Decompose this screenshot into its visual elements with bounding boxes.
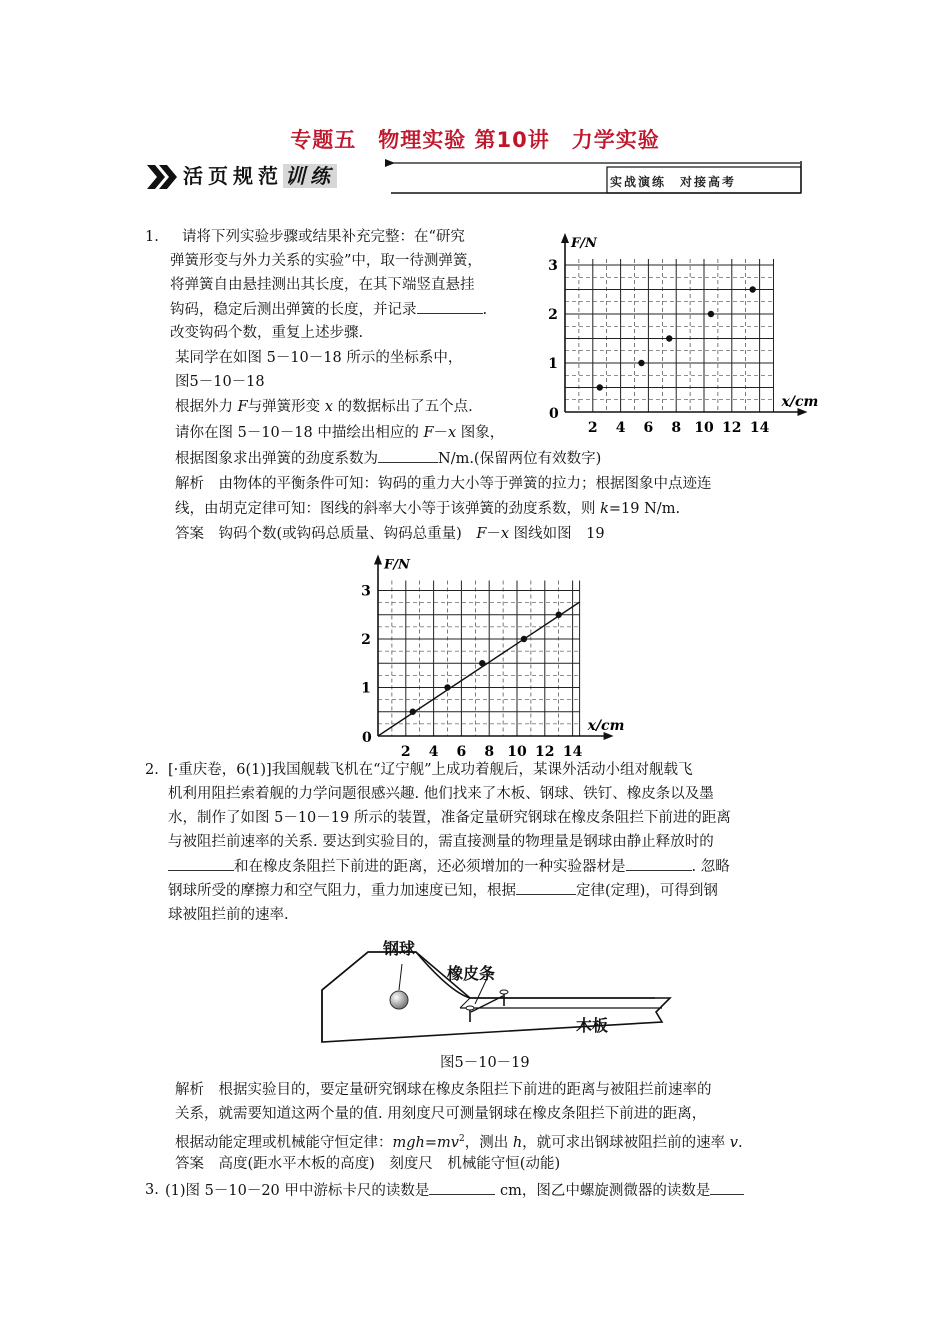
x-tick-label: 14 [749, 420, 770, 436]
q2-line6 [168, 880, 718, 902]
q2-answer [175, 1154, 560, 1175]
q1-analysis-2a: 线，由胡克定律可知：图线的斜率大小等于该弹簧的劲度系数，则 [175, 501, 601, 517]
q2-analysis-label: 解析 [175, 1082, 204, 1098]
q1-line9-x: x [448, 425, 457, 441]
q2-line2: 机利用阻拦索着舰的力学问题很感兴趣. 他们找来了木板、钢球、铁钉、橡皮条以及墨 [168, 786, 714, 802]
q1-answer [175, 524, 605, 545]
data-point [444, 684, 450, 690]
x-axis-label: x/cm [781, 394, 819, 410]
data-point [479, 660, 485, 666]
q1-line8-c: 与弹簧形变 [247, 399, 325, 415]
data-point [597, 384, 603, 390]
q1-line8-e: 的数据标出了五个点. [332, 399, 473, 415]
steel-ball-icon [390, 991, 408, 1009]
q2-line6-a: 钢球所受的摩擦力和空气阻力，重力加速度已知，根据 [168, 883, 516, 899]
banner-right-text: 实战演练 对接高考 [610, 175, 737, 189]
q3-blank-caliper[interactable] [429, 1180, 495, 1195]
y-axis-arrow-icon [561, 233, 569, 243]
q1-number: 1. [145, 229, 159, 245]
q2-analysis-2: 关系，就需要知道这两个量的值. 用刻度尺可测量钢球在橡皮条阻拦下前进的距离， [175, 1106, 707, 1122]
q2-var-v: v [729, 1134, 738, 1151]
q1-answer-e: 图线如图 19 [509, 526, 605, 542]
q1-analysis-2 [175, 499, 680, 520]
q3-line1-b: cm，图乙中螺旋测微器的读数是 [500, 1183, 711, 1199]
double-chevron-icon [147, 165, 177, 189]
q1-line9-a: 请你在图 5－10－18 中描绘出相应的 [175, 425, 424, 441]
q2-analysis-3a: 根据动能定理或机械能守恒定律： [175, 1134, 393, 1151]
ramp-board [322, 952, 670, 1042]
data-point [638, 360, 644, 366]
q1-line8-a: 根据外力 [175, 399, 238, 415]
y-tick-label: 2 [548, 307, 558, 323]
q1-line4-text: 钩码，稳定后测出弹簧的长度，并记录 [170, 302, 417, 318]
q2-line5-b: . 忽略 [691, 859, 730, 875]
q1-line10-a: 根据图象求出弹簧的劲度系数为 [175, 451, 378, 467]
chart-f-x-points [530, 228, 819, 446]
q1-line6: 某同学在如图 5－10－18 所示的坐标系中， [175, 350, 463, 366]
q1-line1: 请将下列实验步骤或结果补充完整：在“研究 [182, 229, 465, 245]
q1-answer-F: F [476, 526, 487, 542]
ramp-figure [310, 930, 670, 1050]
q2-analysis-3h: ，就可求出钢球被阻拦前的速率 [522, 1134, 730, 1151]
data-point [410, 709, 416, 715]
q2-analysis-text1: 根据实验目的，要定量研究钢球在橡皮条阻拦下前进的距离与被阻拦前速率的 [218, 1082, 712, 1098]
q2-line3: 水，制作了如图 5－10－19 所示的装置，准备定量研究钢球在橡皮条阻拦下前进的距离 [168, 810, 731, 826]
q3-blank-micrometer[interactable] [710, 1180, 744, 1195]
q2-line4: 与被阻拦前速率的关系. 要达到实验目的，需直接测量的物理量是钢球由静止释放时的 [168, 834, 714, 850]
x-tick-label: 6 [456, 744, 467, 760]
q2-line7: 球被阻拦前的速率. [168, 907, 289, 923]
data-point [708, 311, 714, 317]
q2-line5 [168, 856, 730, 878]
q2-formula-eq: = [424, 1134, 438, 1151]
x-tick-label: 8 [671, 420, 682, 436]
q1-var-F: F [237, 399, 248, 415]
q1-line3: 将弹簧自由悬挂测出其长度，在其下端竖直悬挂 [170, 277, 475, 293]
q2-line5-a: 和在橡皮条阻拦下前进的距离，还必须增加的一种实验器材是 [234, 859, 626, 875]
q2-blank-law[interactable] [516, 880, 576, 895]
x-tick-label: 4 [615, 420, 626, 436]
origin-label: 0 [362, 730, 372, 746]
q2-number: 2. [145, 762, 159, 778]
q3-line1-a: (1)图 5－10－20 甲中游标卡尺的读数是 [165, 1183, 430, 1199]
arrow-left-icon [385, 159, 395, 167]
chart-grid [378, 581, 580, 737]
q2-analysis-3f: ，测出 [464, 1134, 513, 1151]
q1-analysis-label: 解析 [175, 476, 204, 492]
x-axis-label: x/cm [587, 718, 625, 734]
x-tick-label: 2 [400, 744, 411, 760]
data-point [749, 286, 755, 292]
q2-analysis-3j: . [737, 1134, 743, 1151]
x-tick-label: 10 [507, 744, 527, 760]
q1-answer-label: 答案 [175, 526, 204, 542]
q2-var-h: h [512, 1134, 523, 1151]
y-tick-label: 1 [548, 356, 558, 372]
q1-line9 [175, 423, 504, 444]
q2-analysis-1 [175, 1080, 712, 1101]
chart-f-x-fit [350, 550, 630, 760]
y-axis-arrow-icon [374, 555, 382, 565]
q2-line6-b: 定律(定理)，可得到钢 [576, 883, 718, 899]
page-title: 专题五 物理实验 第10讲 力学实验 [290, 128, 660, 152]
x-tick-label: 14 [562, 744, 583, 760]
q1-line8 [175, 397, 473, 418]
q1-analysis-k: k [600, 501, 609, 517]
q1-line10 [175, 448, 601, 470]
fig-label-board: 木板 [576, 1016, 609, 1035]
y-tick-label: 3 [361, 583, 371, 600]
x-tick-label: 12 [722, 420, 742, 436]
fig-label-ball: 钢球 [383, 939, 416, 958]
q1-figure-label: 图5－10－18 [175, 374, 265, 390]
q2-formula-mgh: mgh [392, 1134, 425, 1151]
y-tick-label: 3 [548, 258, 558, 274]
fit-line [378, 602, 580, 736]
banner-label-highlight: 训练 [285, 164, 335, 188]
q1-blank-record[interactable] [417, 299, 483, 314]
q2-answer-label: 答案 [175, 1156, 204, 1172]
q1-line9-F: F [423, 425, 434, 441]
q1-line4 [170, 299, 487, 321]
q1-answer-a: 钩码个数(或钩码总质量、钩码总重量) [218, 526, 477, 542]
q3-number: 3. [145, 1182, 159, 1198]
fig-label-rubber: 橡皮条 [447, 964, 496, 983]
q1-answer-x: x [500, 526, 510, 542]
q1-line4-end: . [482, 302, 488, 318]
x-tick-label: 10 [694, 420, 714, 436]
q1-answer-dash: － [486, 526, 501, 542]
q1-analysis-2c: =19 N/m. [608, 501, 681, 517]
q1-line5: 改变钩码个数，重复上述步骤. [170, 325, 364, 341]
x-tick-label: 6 [643, 420, 654, 436]
x-tick-label: 12 [535, 744, 555, 760]
x-tick-label: 4 [428, 744, 439, 760]
q2-line1: [·重庆卷，6(1)]我国舰载飞机在“辽宁舰”上成功着舰后，某课外活动小组对舰载飞 [168, 762, 693, 778]
q1-line10-b: N/m.(保留两位有效数字) [438, 451, 602, 467]
data-point [556, 612, 562, 618]
q2-blank-height[interactable] [168, 856, 234, 871]
q1-line9-dash: － [433, 425, 449, 441]
q2-formula-exp: 2 [458, 1134, 465, 1144]
q2-blank-instrument[interactable] [626, 856, 692, 871]
q1-analysis-text1: 由物体的平衡条件可知：钩码的重力大小等于弹簧的拉力；根据图象中点迹连 [218, 476, 712, 492]
q2-answer-text: 高度(距水平木板的高度) 刻度尺 机械能守恒(动能) [218, 1156, 561, 1172]
y-axis-label: F/N [571, 236, 597, 251]
data-point [666, 335, 672, 341]
x-tick-label: 2 [587, 420, 598, 436]
q1-var-x: x [324, 399, 333, 415]
banner-label [183, 160, 337, 189]
q1-blank-k[interactable] [378, 448, 438, 463]
banner-label-text: 活页规范 [183, 164, 283, 188]
q2-analysis-3 [175, 1129, 743, 1154]
q3-line1 [165, 1180, 744, 1202]
fig-caption: 图5－10－19 [440, 1055, 530, 1071]
q2-formula-mv: mv [437, 1134, 459, 1151]
q1-line2: 弹簧形变与外力关系的实验”中，取一待测弹簧， [170, 253, 482, 269]
y-tick-label: 2 [361, 632, 371, 648]
origin-label: 0 [549, 406, 559, 422]
data-point [521, 636, 527, 642]
y-axis-label: F/N [384, 557, 410, 573]
q1-analysis-1 [175, 474, 712, 495]
x-tick-label: 8 [484, 744, 495, 760]
y-tick-label: 1 [361, 680, 371, 697]
q1-line9-e: 图象， [456, 425, 505, 441]
